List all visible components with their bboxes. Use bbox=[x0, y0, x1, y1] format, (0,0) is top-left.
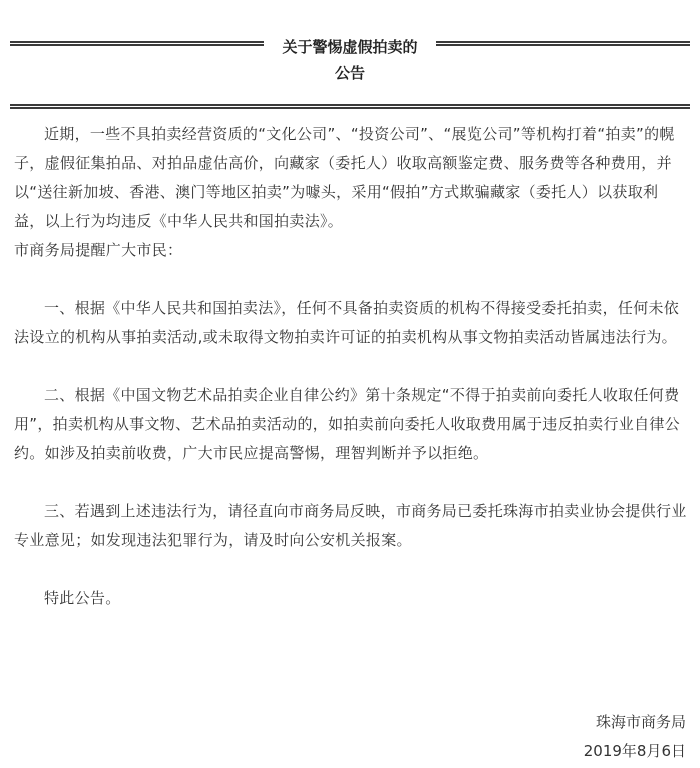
point-two-paragraph: 二、根据《中国文物艺术品拍卖企业自律公约》第十条规定“不得于拍卖前向委托人收取任何费用”，拍卖机构从事文物、艺术品拍卖活动的，如拍卖前向委托人收取费用属于违反拍卖行业自律公约。如涉及拍卖前收费，广大市民应提高警惕，理智判断并予以拒绝。 bbox=[14, 386, 680, 462]
signature-org: 珠海市商务局 bbox=[595, 713, 686, 731]
closing-line: 特此公告。 bbox=[44, 589, 121, 607]
signature-date: 2019年8月6日 bbox=[583, 742, 686, 760]
page-title: 关于警惕虚假拍卖的 bbox=[282, 38, 418, 56]
point-one-paragraph: 一、根据《中华人民共和国拍卖法》，任何不具备拍卖资质的机构不得接受委托拍卖，任何未依法设立的机构从事拍卖活动,或未取得文物拍卖许可证的拍卖机构从事文物拍卖活动皆属违法行为。 bbox=[14, 299, 680, 346]
reminder-line: 市商务局提醒广大市民： bbox=[14, 241, 183, 259]
signature-block bbox=[584, 708, 686, 766]
point-three-paragraph: 三、若遇到上述违法行为，请径直向市商务局反映，市商务局已委托珠海市拍卖业协会提供行业专业意见；如发现违法犯罪行为，请及时向公安机关报案。 bbox=[14, 502, 687, 549]
header-divider bbox=[10, 104, 690, 109]
title-band bbox=[0, 28, 700, 82]
title-rule-right bbox=[436, 41, 690, 46]
announcement-body bbox=[14, 120, 688, 613]
intro-paragraph: 近期，一些不具拍卖经营资质的“文化公司”、“投资公司”、“展览公司”等机构打着“拍卖”的幌子，虚假征集拍品、对拍品虚估高价，向藏家（委托人）收取高额鉴定费、服务费等各种费用，并以“送往新加坡、香港、澳门等地区拍卖”为噱头，采用“假拍”方式欺骗藏家（委托人）以获取利益，以上行为均违反《中华人民共和国拍卖法》。 bbox=[14, 125, 675, 230]
page-title-second-line: 公告 bbox=[334, 64, 365, 82]
